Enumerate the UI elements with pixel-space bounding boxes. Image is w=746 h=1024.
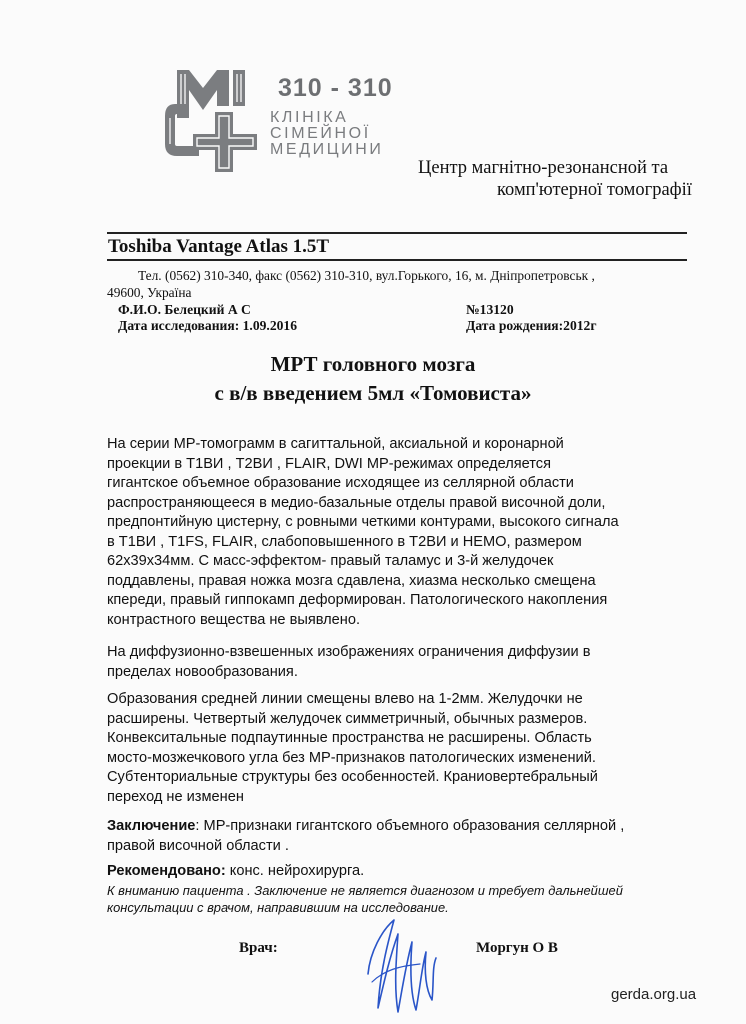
patient-name: Ф.И.О. Белецкий А С bbox=[118, 302, 251, 317]
midline-paragraph bbox=[107, 690, 682, 807]
text-line: На серии МР-томограмм в сагиттальной, аксиальной и коронарной bbox=[107, 436, 564, 452]
patient-note bbox=[107, 882, 697, 916]
text-line: контрастного вещества не выявлено. bbox=[107, 611, 361, 628]
conclusion bbox=[107, 817, 682, 856]
scanner-model: Toshiba Vantage Atlas 1.5T bbox=[108, 236, 330, 257]
text-line: в Т1ВИ , Т1FS, FLAIR, слабоповышенного в Т2ВИ и НЕМО, размером bbox=[107, 533, 582, 550]
patient-number: №13120 bbox=[466, 302, 514, 317]
text-line: предпонтийную цистерну, с ровными четкими контурами, высокого сигнала bbox=[107, 514, 619, 530]
divider bbox=[107, 259, 687, 261]
conclusion-text: : МР-признаки гигантского объемного образования селлярной , bbox=[195, 818, 625, 834]
watermark: gerda.org.ua bbox=[611, 986, 697, 1003]
text-line: кпереди, правый гиппокамп деформирован. Патологического накопления bbox=[107, 592, 608, 608]
text-line: мосто-мозжечкового угла без МР-признаков патологических изменений. bbox=[107, 749, 596, 766]
recommend-label: Рекомендовано: bbox=[107, 863, 226, 879]
recommend-text: конс. нейрохирурга. bbox=[225, 863, 365, 879]
text-line: На диффузионно-взвешенных изображениях ограничения диффузии в bbox=[107, 644, 591, 660]
text-line: 62х39х34мм. С масс-эффектом- правый таламус и 3-й желудочек bbox=[107, 553, 554, 569]
signature-icon bbox=[360, 912, 440, 1017]
recommendation bbox=[107, 862, 682, 882]
conclusion-text: правой височной области . bbox=[107, 837, 289, 854]
report-title: МРТ головного мозга bbox=[270, 352, 476, 376]
center-name-line1: Центр магнітно-резонансной та bbox=[418, 158, 669, 178]
text-line: расширены. Четвертый желудочек симметричный, обычных размеров. bbox=[107, 710, 588, 727]
report-subtitle: с в/в введением 5мл «Томовиста» bbox=[214, 381, 532, 405]
note-line: К вниманию пациента . Заключение не является диагнозом и требует дальнейшей bbox=[107, 883, 623, 898]
conclusion-label: Заключение bbox=[107, 818, 196, 834]
address-line2: 49600, Україна bbox=[107, 285, 192, 300]
center-name-line2: комп'ютерної томографії bbox=[497, 180, 692, 200]
exam-date: Дата исследования: 1.09.2016 bbox=[118, 318, 298, 333]
logo-text-line: МЕДИЦИНИ bbox=[270, 141, 384, 158]
text-line: распространяющееся в медио-базальные отделы правой височной доли, bbox=[107, 494, 606, 511]
logo-text-line: КЛІНІКА bbox=[270, 109, 349, 126]
text-line: поддавлены, правая ножка мозга сдавлена, хиазма несколько смещена bbox=[107, 572, 596, 589]
diffusion-paragraph bbox=[107, 643, 682, 682]
note-line: консультации с врачом, направившим на исследование. bbox=[107, 900, 449, 915]
address-line1: Тел. (0562) 310-340, факс (0562) 310-310, вул.Горького, 16, м. Дніпропетровськ , bbox=[138, 268, 595, 283]
doctor-name: Моргун О В bbox=[476, 940, 558, 956]
logo-phone-number: 310 - 310 bbox=[278, 74, 393, 102]
text-line: Субтенториальные структуры без особенностей. Краниовертебральный bbox=[107, 769, 598, 785]
logo-text-line: СІМЕЙНОЇ bbox=[270, 125, 371, 142]
findings-paragraph bbox=[107, 435, 682, 630]
text-line: переход не изменен bbox=[107, 788, 244, 805]
text-line: проекции в Т1ВИ , Т2ВИ , FLAIR, DWI МР-режимах определяется bbox=[107, 455, 551, 472]
text-line: пределах новообразования. bbox=[107, 663, 298, 680]
text-line: Конвекситальные подпаутинные пространства не расширены. Область bbox=[107, 730, 592, 746]
text-line: Образования средней линии смещены влево на 1-2мм. Желудочки не bbox=[107, 691, 583, 707]
divider bbox=[107, 232, 687, 234]
clinic-logo-icon bbox=[163, 66, 273, 176]
doctor-label: Врач: bbox=[239, 940, 278, 956]
birth-date: Дата рождения:2012г bbox=[466, 318, 597, 333]
text-line: гигантское объемное образование исходящее из селлярной области bbox=[107, 475, 574, 491]
